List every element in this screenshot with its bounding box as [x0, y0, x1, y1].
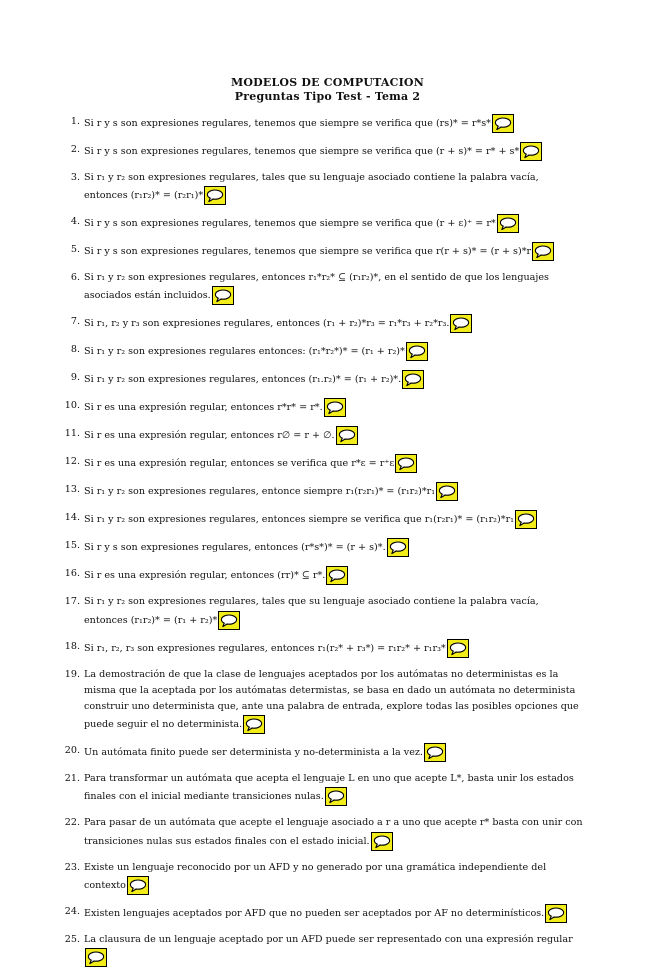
comment-note-icon[interactable]	[520, 142, 542, 161]
question-item	[64, 594, 584, 629]
question-number: 12.	[64, 456, 80, 468]
question-text: Si r es una expresión regular, entonces r*r* = r*.	[84, 402, 323, 414]
question-item	[64, 454, 584, 473]
comment-note-icon[interactable]	[127, 876, 149, 895]
question-text: Si r y s son expresiones regulares, tenemos que siempre se verifica que r(r + s)* = (r + s)*r	[84, 246, 532, 258]
question-number: 5.	[70, 244, 80, 256]
question-number: 17.	[64, 596, 80, 608]
question-number: 21.	[64, 773, 80, 785]
comment-note-icon[interactable]	[447, 639, 469, 658]
comment-note-icon[interactable]	[336, 426, 358, 445]
document-title: MODELOS DE COMPUTACION	[231, 76, 424, 89]
question-item	[64, 566, 584, 585]
document-subtitle: Preguntas Tipo Test - Tema 2	[234, 90, 421, 103]
question-text: Si r es una expresión regular, entonces r∅ = r + ∅.	[84, 430, 335, 442]
question-text: Si r y s son expresiones regulares, tenemos que siempre se verifica que (r + ε)⁺ = r*	[84, 218, 496, 230]
question-number: 3.	[70, 172, 80, 183]
question-text: Si r es una expresión regular, entonces (rr)* ⊆ r*.	[84, 570, 326, 582]
question-text: Si r y s son expresiones regulares, tenemos que siempre se verifica que (rs)* = r*s*	[84, 118, 491, 129]
comment-note-icon[interactable]	[324, 398, 346, 417]
question-text: Si r₁, r₂ y r₃ son expresiones regulares, entonces (r₁ + r₂)*r₃ = r₁*r₃ + r₂*r₃.	[84, 318, 450, 330]
question-text: La clausura de un lenguaje aceptado por un AFD puede ser representado con una expresión regular	[84, 933, 573, 945]
question-number: 15.	[64, 540, 80, 552]
question-item	[64, 667, 584, 735]
question-number: 10.	[64, 400, 80, 412]
question-item	[64, 743, 584, 762]
question-list	[64, 114, 584, 976]
question-item	[70, 342, 584, 361]
question-item	[64, 932, 584, 967]
question-number: 25.	[64, 933, 80, 945]
question-number: 11.	[64, 428, 80, 440]
question-text: Existen lenguajes aceptados por AFD que no pueden ser aceptados por AF no determinísticos.	[84, 907, 545, 919]
question-number: 20.	[64, 745, 80, 757]
question-item	[64, 426, 584, 445]
comment-note-icon[interactable]	[406, 342, 428, 361]
comment-note-icon[interactable]	[497, 214, 519, 233]
comment-note-icon[interactable]	[395, 454, 417, 473]
question-number: 22.	[64, 817, 80, 829]
question-text: Existe un lenguaje reconocido por un AFD y no generado por una gramática independiente del contexto	[84, 861, 547, 891]
comment-note-icon[interactable]	[436, 482, 458, 501]
question-text: Un autómata finito puede ser determinista y no-determinista a la vez.	[84, 747, 423, 759]
question-item	[64, 904, 584, 923]
question-number: 14.	[64, 512, 80, 524]
question-number: 9.	[70, 372, 80, 384]
question-item	[70, 114, 584, 133]
question-item	[64, 815, 584, 850]
question-number: 4.	[70, 216, 80, 228]
question-item	[70, 270, 584, 305]
comment-note-icon[interactable]	[515, 510, 537, 529]
comment-note-icon[interactable]	[212, 286, 234, 305]
question-text: Si r₁, r₂, r₃ son expresiones regulares, entonces r₁(r₂* + r₃*) = r₁r₂* + r₁r₃*	[84, 642, 446, 654]
question-item	[64, 482, 584, 501]
question-number: 13.	[64, 484, 80, 496]
comment-note-icon[interactable]	[450, 314, 472, 333]
comment-note-icon[interactable]	[387, 538, 409, 557]
question-text: Si r₁ y r₂ son expresiones regulares, entonces (r₁.r₂)* = (r₁ + r₂)*.	[84, 374, 402, 386]
question-item	[70, 242, 584, 261]
question-text: Si r y s son expresiones regulares, entonces (r*s*)* = (r + s)*.	[84, 542, 386, 554]
question-item	[64, 398, 584, 417]
question-number: 6.	[70, 272, 80, 284]
question-text: La demostración de que la clase de lenguajes aceptados por los autómatas no deterministas es la misma que la aceptada por los autómatas determistas, se basa en dado un autómata no determinista construir uno determinista que, ante una palabra de entrada, explore todas las posibles opciones que puede seguir el no determinista.	[84, 668, 579, 731]
comment-note-icon[interactable]	[402, 370, 424, 389]
question-text: Si r₁ y r₂ son expresiones regulares, tales que su lenguaje asociado contiene la palabra vacía, entonces (r₁r₂)* = (r₂r₁)*	[84, 172, 539, 202]
question-number: 16.	[64, 568, 80, 580]
comment-note-icon[interactable]	[545, 904, 567, 923]
question-item	[64, 538, 584, 557]
question-item	[70, 142, 584, 161]
comment-note-icon[interactable]	[532, 242, 554, 261]
question-item	[64, 510, 584, 529]
comment-note-icon[interactable]	[326, 566, 348, 585]
comment-note-icon[interactable]	[85, 948, 107, 967]
comment-note-icon[interactable]	[424, 743, 446, 762]
question-number: 8.	[70, 344, 80, 356]
question-number: 24.	[64, 905, 80, 917]
question-text: Si r₁ y r₂ son expresiones regulares, tales que su lenguaje asociado contiene la palabra vacía, entonces (r₁r₂)* = (r₁ + r₂)*	[84, 596, 539, 626]
question-number: 19.	[64, 668, 80, 680]
question-item	[70, 214, 584, 233]
question-item	[70, 370, 584, 389]
question-number: 18.	[64, 640, 80, 652]
question-text: Si r₁ y r₂ son expresiones regulares, entonces siempre se verifica que r₁(r₂r₁)* = (r₁r₂)*r₁	[84, 514, 514, 526]
question-text: Para pasar de un autómata que acepte el lenguaje asociado a r a uno que acepte r* basta con unir con transiciones nulas sus estados finales con el estado inicial.	[84, 817, 583, 847]
question-item	[64, 771, 584, 806]
question-item	[70, 170, 584, 205]
comment-note-icon[interactable]	[204, 186, 226, 205]
question-number: 1.	[70, 116, 80, 127]
question-text: Si r₁ y r₂ son expresiones regulares, entonce siempre r₁(r₂r₁)* = (r₁r₂)*r₁	[84, 486, 436, 498]
question-text: Si r₁ y r₂ son expresiones regulares, entonces r₁*r₂* ⊆ (r₁r₂)*, en el sentido de que los lenguajes asociados están incluidos.	[84, 272, 549, 302]
question-item	[64, 860, 584, 895]
comment-note-icon[interactable]	[325, 787, 347, 806]
question-text: Si r y s son expresiones regulares, tenemos que siempre se verifica que (r + s)* = r* + s*	[84, 146, 520, 157]
question-number: 2.	[70, 144, 80, 155]
question-item	[64, 639, 584, 658]
question-number: 7.	[70, 316, 80, 328]
question-item	[70, 314, 584, 333]
document-header	[0, 76, 655, 104]
question-text: Para transformar un autómata que acepta el lenguaje L en uno que acepte L*, basta unir los estados finales con el inicial mediante transiciones nulas.	[84, 773, 574, 803]
question-number: 23.	[64, 861, 80, 873]
comment-note-icon[interactable]	[243, 715, 265, 734]
question-text: Si r es una expresión regular, entonces se verifica que r*ε = r⁺ε	[84, 458, 395, 470]
comment-note-icon[interactable]	[492, 114, 514, 133]
question-text: Si r₁ y r₂ son expresiones regulares entonces: (r₁*r₂*)* = (r₁ + r₂)*	[84, 346, 405, 358]
comment-note-icon[interactable]	[218, 611, 240, 630]
